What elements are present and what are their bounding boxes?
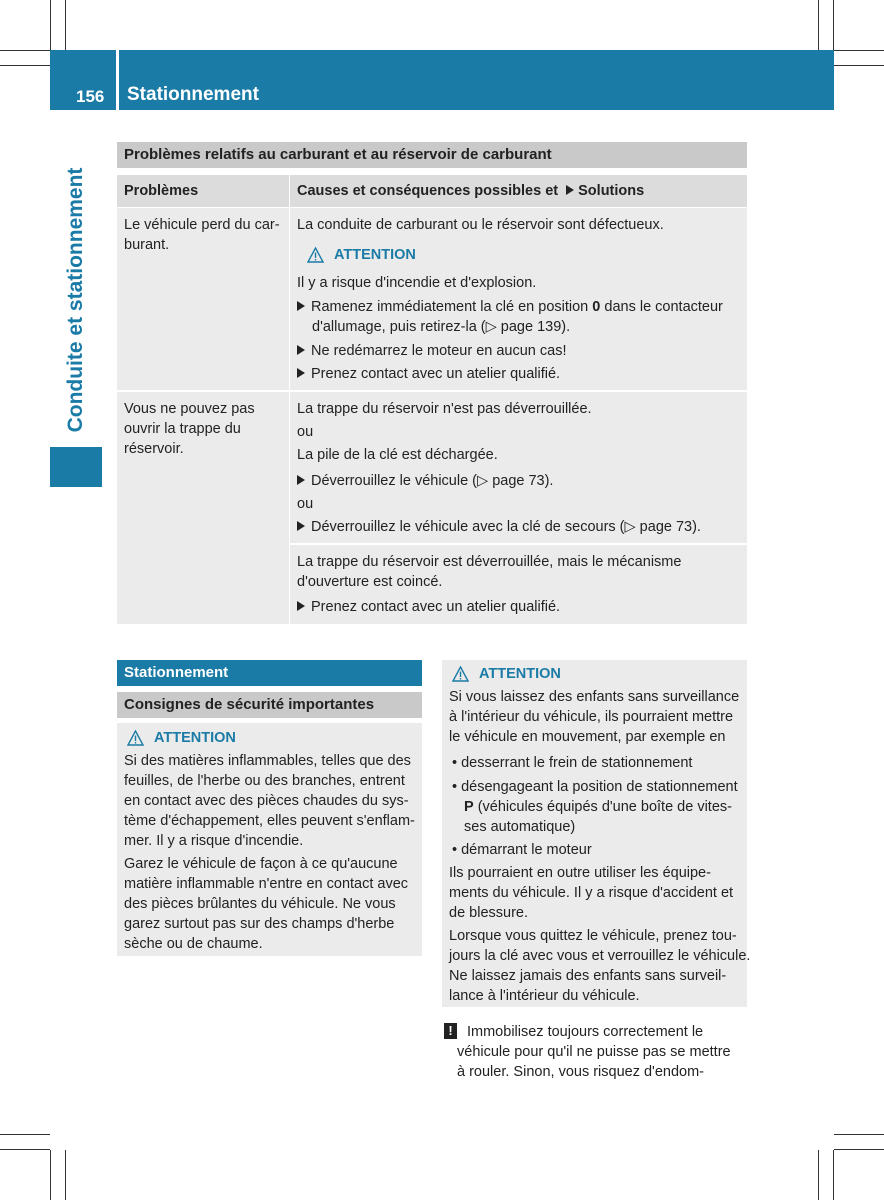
crop-mark — [834, 65, 884, 66]
warning2-p2-line: de blessure. — [449, 905, 528, 921]
table-header-problems-label: Problèmes — [124, 183, 199, 199]
warning1-p2-line: sèche ou de chaume. — [124, 936, 263, 952]
arrow-right-icon — [297, 301, 305, 311]
key-position-zero: 0 — [592, 299, 601, 315]
arrow-right-icon — [566, 185, 574, 195]
crop-mark — [0, 65, 50, 66]
crop-mark — [834, 50, 884, 51]
warning-triangle-icon — [127, 730, 144, 746]
row1-step1-text-a: Ramenez immédiatement la clé en position — [311, 299, 589, 315]
arrow-right-icon — [297, 368, 305, 378]
chapter-tab-marker — [50, 447, 102, 487]
arrow-right-icon — [297, 601, 305, 611]
warning2-p3-line: Lorsque vous quittez le véhicule, prenez tou- — [449, 928, 737, 944]
row1-step3-text: Prenez contact avec un atelier qualifié. — [311, 366, 561, 382]
warning1-p1-line: Si des matières inflammables, telles que des — [124, 753, 411, 769]
crop-mark — [0, 1149, 50, 1150]
warning2-p2-line: ments du véhicule. Il y a risque d'accident et — [449, 885, 734, 901]
row2-step3 — [297, 597, 560, 617]
table-header-causes-label: Causes et conséquences possibles et — [297, 183, 559, 199]
crop-mark — [834, 1134, 884, 1135]
row2-cause3-line2: d'ouverture est coincé. — [297, 574, 443, 590]
row2-cause1: La trappe du réservoir n'est pas déverrouillée. — [297, 401, 592, 417]
park-position-p: P — [464, 799, 474, 815]
row2-step2-text: Déverrouillez le véhicule avec la clé de secours (▷ page 73). — [311, 519, 701, 535]
row1-step2 — [297, 341, 567, 361]
row1-problem-line1: Le véhicule perd du car- — [124, 217, 280, 233]
note-line: à rouler. Sinon, vous risquez d'endom- — [457, 1064, 704, 1080]
warning2-p1-line: Si vous laissez des enfants sans surveillance — [449, 689, 740, 705]
bullet-item-cont: ses automatique) — [464, 819, 576, 835]
arrow-right-icon — [297, 475, 305, 485]
warning2-p1-line: à l'intérieur du véhicule, ils pourraient mettre — [449, 709, 734, 725]
bullet-item: • démarrant le moteur — [452, 842, 592, 858]
crop-mark — [834, 1149, 884, 1150]
note-line: Immobilisez toujours correctement le — [467, 1024, 704, 1040]
row1-warning-heading — [307, 245, 416, 265]
table-title: Problèmes relatifs au carburant et au réservoir de carburant — [117, 142, 747, 168]
header-divider — [116, 50, 119, 110]
crop-mark — [818, 1150, 819, 1200]
warning1-p2-line: des pièces brûlantes du véhicule. Ne vous — [124, 896, 396, 912]
row1-warning-label: ATTENTION — [334, 247, 416, 263]
row1-problem-line2: burant. — [124, 237, 170, 253]
row1-warning-text: Il y a risque d'incendie et d'explosion. — [297, 275, 537, 291]
warning2-label: ATTENTION — [479, 666, 561, 682]
row2-step1 — [297, 471, 553, 491]
bullet-item: • desserrant le frein de stationnement — [452, 755, 693, 771]
warning2-p2-line: Ils pourraient en outre utiliser les équipe- — [449, 865, 711, 881]
table-header-problems — [117, 175, 289, 207]
bullet-text: desserrant le frein de stationnement — [461, 755, 693, 771]
row2-step1-text: Déverrouillez le véhicule (▷ page 73). — [311, 473, 554, 489]
arrow-right-icon — [297, 521, 305, 531]
page-title: Stationnement — [127, 84, 259, 105]
row2-step3-text: Prenez contact avec un atelier qualifié. — [311, 599, 561, 615]
warning2-heading — [452, 664, 561, 684]
section-heading: Stationnement — [117, 660, 422, 686]
warning1-p1-line: tème d'échappement, elles peuvent s'enflam- — [124, 813, 415, 829]
row2-cause3-line1: La trappe du réservoir est déverrouillée, mais le mécanisme — [297, 554, 682, 570]
crop-mark — [0, 1134, 50, 1135]
bullet-text: (véhicules équipés d'une boîte de vites- — [477, 799, 732, 815]
warning2-p3-line: lance à l'intérieur du véhicule. — [449, 988, 640, 1004]
crop-mark — [65, 1150, 66, 1200]
warning1-p1-line: mer. Il y a risque d'incendie. — [124, 833, 304, 849]
row1-cause: La conduite de carburant ou le réservoir sont défectueux. — [297, 217, 664, 233]
chapter-tab-label: Conduite et stationnement — [64, 167, 87, 433]
crop-mark — [50, 1150, 51, 1200]
crop-mark — [65, 0, 66, 50]
warning2-p3-line: Ne laissez jamais des enfants sans surveil- — [449, 968, 727, 984]
page-number: 156 — [76, 87, 105, 106]
row2-or1: ou — [297, 424, 314, 440]
note-line: véhicule pour qu'il ne puisse pas se mettre — [457, 1044, 731, 1060]
warning1-p1-line: en contact avec des pièces chaudes du sys- — [124, 793, 409, 809]
section-subheading: Consignes de sécurité importantes — [117, 692, 422, 718]
row2-problem-line1: Vous ne pouvez pas — [124, 401, 255, 417]
row2-step2 — [297, 517, 701, 537]
crop-mark — [0, 50, 50, 51]
crop-mark — [833, 0, 834, 50]
bullet-item: • désengageant la position de stationnement — [452, 779, 738, 795]
bullet-item-cont — [464, 797, 732, 817]
crop-mark — [50, 0, 51, 50]
warning-triangle-icon — [307, 247, 324, 263]
bullet-text: démarrant le moteur — [461, 842, 592, 858]
row1-step2-text: Ne redémarrez le moteur en aucun cas! — [311, 343, 567, 359]
crop-mark — [818, 0, 819, 50]
warning1-p2-line: garez surtout pas sur des champs d'herbe — [124, 916, 395, 932]
warning1-heading — [127, 728, 236, 748]
row1-step1-line2: d'allumage, puis retirez-la (▷ page 139). — [312, 319, 571, 335]
warning1-p1-line: feuilles, de l'herbe ou des branches, entrent — [124, 773, 405, 789]
warning2-p1-line: le véhicule en mouvement, par exemple en — [449, 729, 726, 745]
warning2-p3-line: jours la clé avec vous et verrouillez le véhicule. — [449, 948, 751, 964]
table-header-solutions-label: Solutions — [578, 183, 645, 199]
exclamation-icon: ! — [444, 1023, 457, 1039]
row2-or2: ou — [297, 496, 314, 512]
bullet-text: désengageant la position de stationnement — [461, 779, 738, 795]
warning-triangle-icon — [452, 666, 469, 682]
arrow-right-icon — [297, 345, 305, 355]
row2-problem-line3: réservoir. — [124, 441, 184, 457]
crop-mark — [833, 1150, 834, 1200]
warning1-p2-line: matière inflammable n'entre en contact avec — [124, 876, 409, 892]
row2-problem-line2: ouvrir la trappe du — [124, 421, 241, 437]
warning1-label: ATTENTION — [154, 730, 236, 746]
table-header-causes — [290, 175, 747, 207]
row1-step1-line1 — [297, 297, 723, 317]
row1-step1-text-b: dans le contacteur — [604, 299, 723, 315]
row2-cause2: La pile de la clé est déchargée. — [297, 447, 498, 463]
warning1-p2-line: Garez le véhicule de façon à ce qu'aucune — [124, 856, 398, 872]
row1-step3 — [297, 364, 560, 384]
